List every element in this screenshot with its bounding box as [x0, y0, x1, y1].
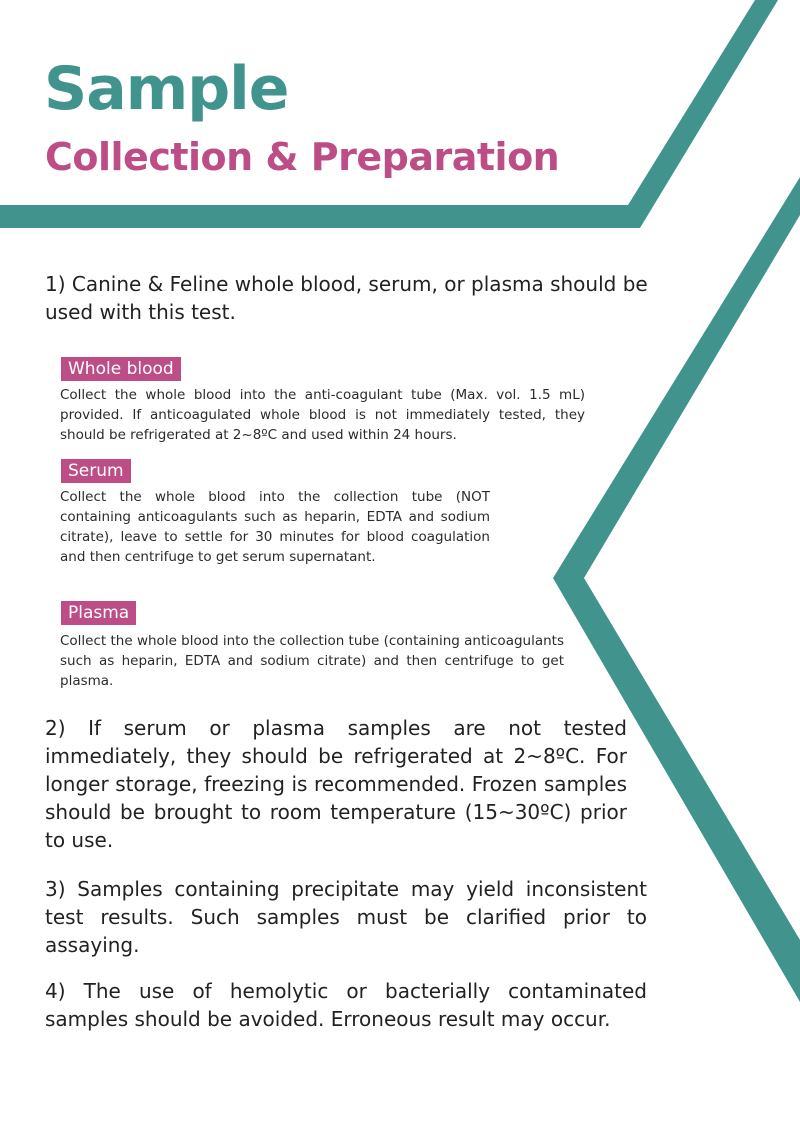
- hemolytic-paragraph: 4) The use of hemolytic or bacterially contaminated samples should be avoided. Erroneous result may occur.: [45, 979, 647, 1031]
- page-title: Sample: [44, 54, 289, 124]
- precipitate-paragraph: 3) Samples containing precipitate may yield inconsistent test results. Such samples must be clarified prior to assaying.: [45, 877, 647, 957]
- whole-blood-label: Whole blood: [61, 357, 181, 381]
- plasma-text: Collect the whole blood into the collection tube (containing anticoagulants such as heparin, EDTA and sodium citrate) and then centrifuge to get plasma.: [60, 633, 564, 689]
- serum-label: Serum: [61, 459, 131, 483]
- plasma-label: Plasma: [61, 601, 136, 625]
- whole-blood-text: Collect the whole blood into the anti-coagulant tube (Max. vol. 1.5 mL) provided. If anticoagulated whole blood is not immediately tested, they should be refrigerated at 2~8ºC and used within 24 hours.: [60, 387, 585, 443]
- serum-text: Collect the whole blood into the collection tube (NOT containing anticoagulants such as heparin, EDTA and sodium citrate), leave to settle for 30 minutes for blood coagulation and then centrifuge to get serum supernatant.: [60, 489, 490, 565]
- page-subtitle: Collection & Preparation: [45, 135, 560, 179]
- storage-paragraph: 2) If serum or plasma samples are not tested immediately, they should be refrigerated at 2~8ºC. For longer storage, freezing is recommended. Frozen samples should be brought to room temperature (15~30ºC) prior to use.: [45, 716, 627, 852]
- intro-paragraph: 1) Canine & Feline whole blood, serum, or plasma should be used with this test.: [45, 272, 648, 324]
